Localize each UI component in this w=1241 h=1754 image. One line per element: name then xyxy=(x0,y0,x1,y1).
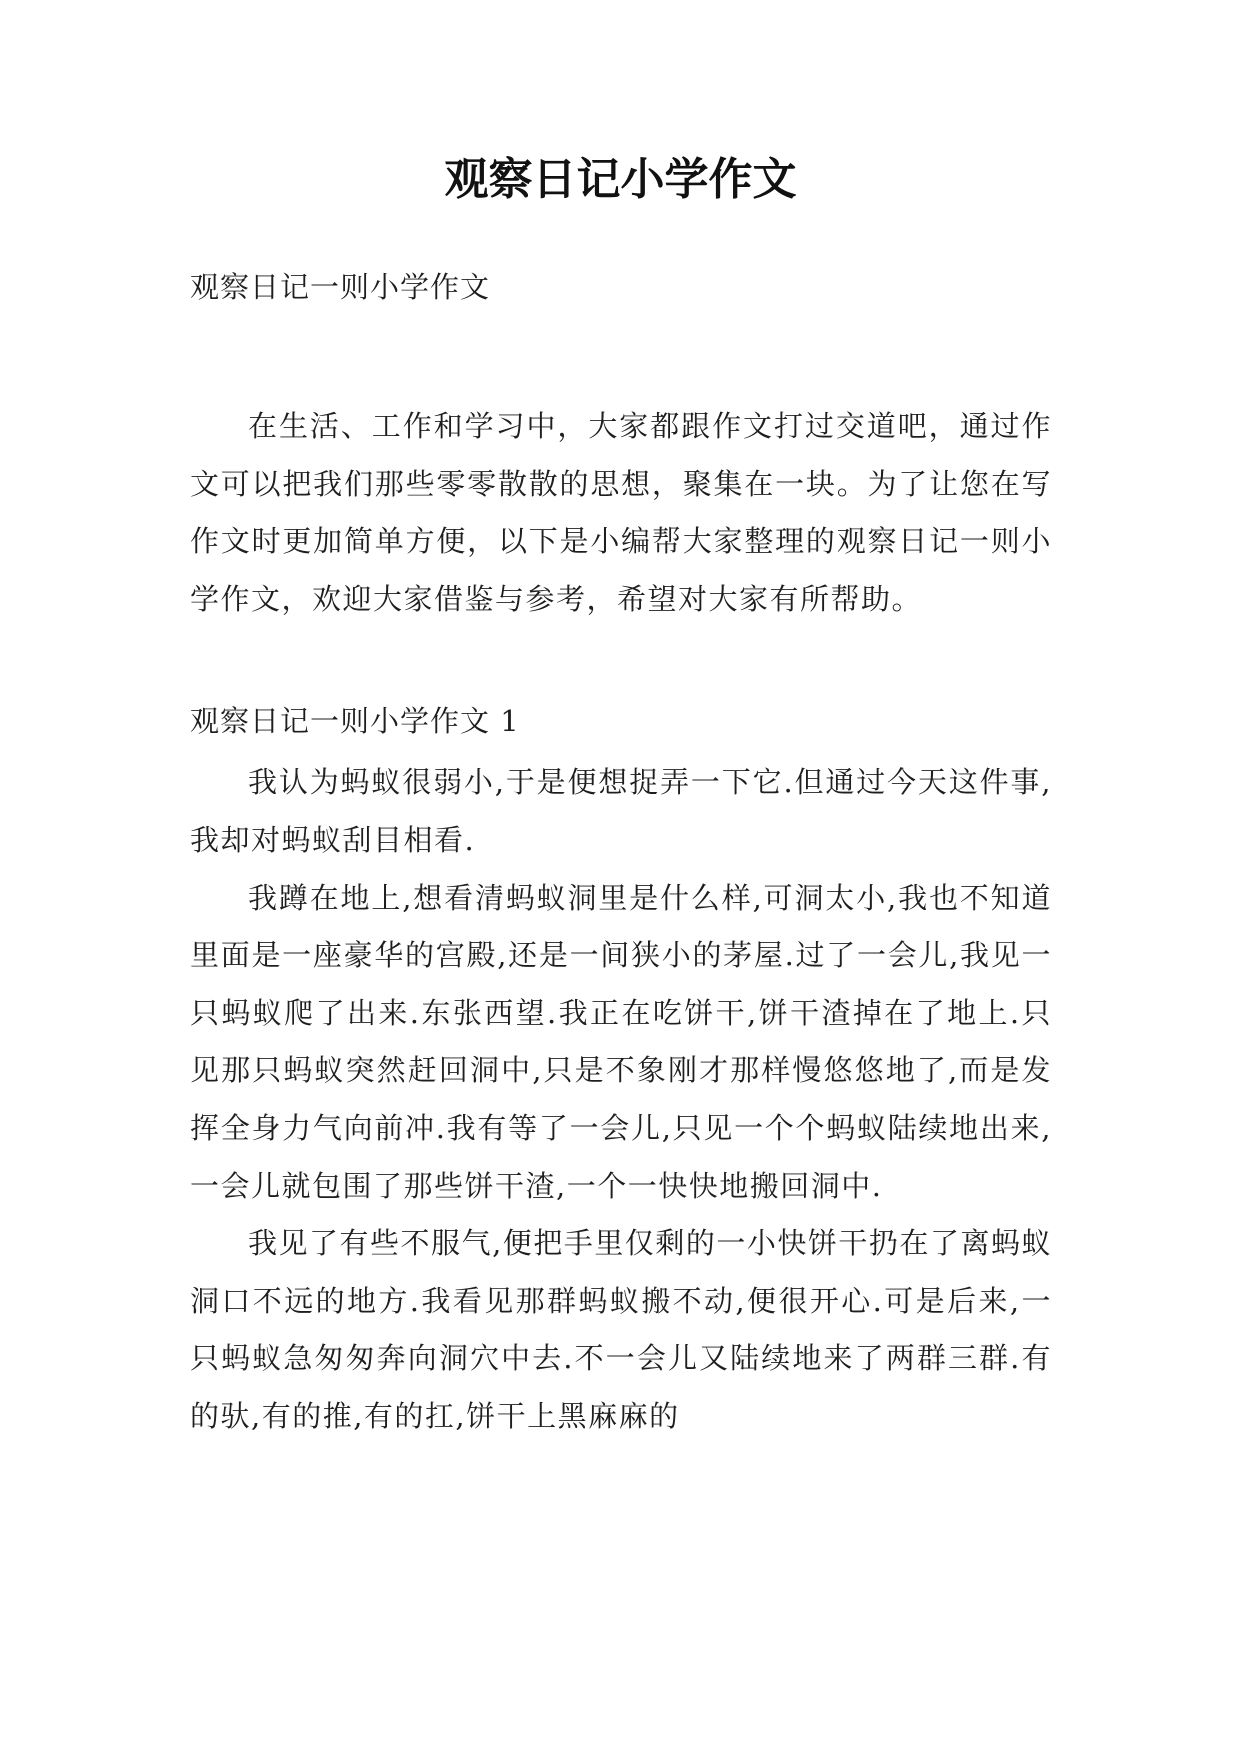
intro-paragraph: 在生活、工作和学习中，大家都跟作文打过交道吧，通过作文可以把我们那些零零散散的思想，聚集在一块。为了让您在写作文时更加简单方便，以下是小编帮大家整理的观察日记一则小学作文，欢迎大家借鉴与参考，希望对大家有所帮助。 xyxy=(190,409,1052,616)
spacer xyxy=(190,316,1052,398)
body-paragraph-1: 我认为蚂蚁很弱小,于是便想捉弄一下它.但通过今天这件事,我却对蚂蚁刮目相看. xyxy=(190,765,1052,857)
spacer xyxy=(190,628,1052,692)
section-heading: 观察日记一则小学作文 1 xyxy=(190,704,520,739)
document-title: 观察日记小学作文 xyxy=(444,154,797,205)
article-subtitle: 观察日记一则小学作文 xyxy=(190,270,491,304)
body-paragraph-2: 我蹲在地上,想看清蚂蚁洞里是什么样,可洞太小,我也不知道里面是一座豪华的宫殿,还是一间狭小的茅屋.过了一会儿,我见一只蚂蚁爬了出来.东张西望.我正在吃饼干,饼干渣掉在了地上.只见那只蚂蚁突然赶回洞中,只是不象刚才那样慢悠悠地了,而是发挥全身力气向前冲.我有等了一会儿,只见一个个蚂蚁陆续地出来,一会儿就包围了那些饼干渣,一个一快快地搬回洞中. xyxy=(190,880,1052,1203)
body-paragraph-3: 我见了有些不服气,便把手里仅剩的一小快饼干扔在了离蚂蚁洞口不远的地方.我看见那群蚂蚁搬不动,便很开心.可是后来,一只蚂蚁急匆匆奔向洞穴中去.不一会儿又陆续地来了两群三群.有的驮,有的推,有的扛,饼干上黑麻麻的 xyxy=(190,1226,1052,1433)
document-body xyxy=(190,258,1052,1446)
